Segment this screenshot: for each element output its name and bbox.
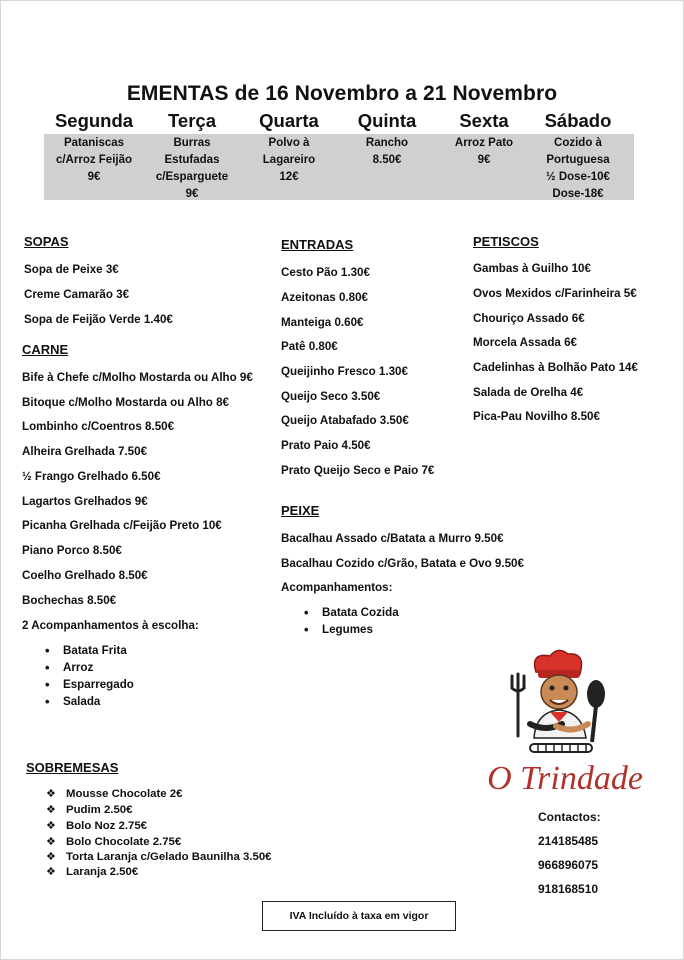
menu-title: EMENTAS de 16 Novembro a 21 Novembro	[126, 82, 558, 105]
entradas-title: ENTRADAS	[281, 237, 354, 252]
entradas-item: Prato Paio 4.50€	[281, 439, 371, 452]
petiscos-item: Salada de Orelha 4€	[473, 386, 584, 399]
petiscos-item: Chouriço Assado 6€	[473, 312, 585, 325]
entradas-item: Cesto Pão 1.30€	[281, 266, 370, 279]
sobremesas-title: SOBREMESAS	[26, 760, 119, 775]
petiscos-item: Pica-Pau Novilho 8.50€	[473, 410, 600, 423]
carne-item: Bitoque c/Molho Mostarda ou Alho 8€	[22, 396, 229, 409]
entradas-item: Manteiga 0.60€	[281, 316, 364, 329]
sobremesas-item-label: Bolo Noz 2.75€	[66, 820, 148, 832]
day-thursday: Quinta	[357, 110, 417, 131]
carne-sides-label: 2 Acompanhamentos à escolha:	[22, 619, 199, 632]
carne-side-item: • Esparregado	[63, 678, 134, 691]
sobremesas-item	[46, 851, 272, 863]
sobremesas-item-label: Laranja 2.50€	[66, 866, 139, 878]
petiscos-item: Ovos Mexidos c/Farinheira 5€	[473, 287, 637, 300]
contacts-title: Contactos:	[538, 810, 601, 824]
diamond-bullet-icon: ❖	[46, 851, 56, 863]
carne-item: Piano Porco 8.50€	[22, 544, 122, 557]
sobremesas-item	[46, 788, 183, 800]
carne-item: Bochechas 8.50€	[22, 594, 117, 607]
day-saturday: Sábado	[544, 110, 612, 131]
sopas-item: Sopa de Peixe 3€	[24, 263, 119, 276]
petiscos-title: PETISCOS	[473, 234, 539, 249]
carne-item: Alheira Grelhada 7.50€	[22, 445, 148, 458]
day-tuesday: Terça	[168, 110, 216, 131]
contact-phone: 966896075	[538, 858, 599, 872]
diamond-bullet-icon: ❖	[46, 820, 56, 832]
sobremesas-item-label: Bolo Chocolate 2.75€	[66, 836, 182, 848]
carne-title: CARNE	[22, 342, 69, 357]
diamond-bullet-icon: ❖	[46, 866, 56, 878]
day-friday: Sexta	[459, 110, 509, 131]
carne-side-item: • Arroz	[63, 661, 93, 674]
entradas-item: Prato Queijo Seco e Paio 7€	[281, 464, 435, 477]
petiscos-item: Cadelinhas à Bolhão Pato 14€	[473, 361, 638, 374]
sopas-item: Sopa de Feijão Verde 1.40€	[24, 313, 173, 326]
peixe-item: Bacalhau Assado c/Batata a Murro 9.50€	[281, 532, 504, 545]
sobremesas-item-label: Mousse Chocolate 2€	[66, 788, 183, 800]
dish-thursday: Rancho 8.50€	[365, 137, 409, 166]
day-monday: Segunda	[54, 110, 134, 131]
carne-item: Lombinho c/Coentros 8.50€	[22, 420, 175, 433]
sobremesas-item-label: Torta Laranja c/Gelado Baunilha 3.50€	[66, 851, 272, 863]
sobremesas-item	[46, 804, 133, 816]
peixe-side-item: • Legumes	[322, 623, 373, 636]
sopas-title: SOPAS	[24, 234, 69, 249]
chef-mascot-icon	[500, 646, 612, 758]
peixe-item: Bacalhau Cozido c/Grão, Batata e Ovo 9.50€	[281, 557, 524, 570]
entradas-item: Patê 0.80€	[281, 340, 338, 353]
peixe-sides-label: Acompanhamentos:	[281, 581, 393, 594]
carne-item: Lagartos Grelhados 9€	[22, 495, 148, 508]
dish-wednesday: Polvo à Lagareiro 12€	[262, 137, 316, 183]
diamond-bullet-icon: ❖	[46, 836, 56, 848]
vat-note: IVA Incluído à taxa em vigor	[262, 901, 456, 931]
dish-monday: Pataniscas c/Arroz Feijão 9€	[55, 137, 133, 183]
sobremesas-item	[46, 866, 139, 878]
carne-item: Bife à Chefe c/Molho Mostarda ou Alho 9€	[22, 371, 253, 384]
peixe-title: PEIXE	[281, 503, 320, 518]
dish-saturday: Cozido à Portuguesa ½ Dose-10€ Dose-18€	[546, 137, 610, 200]
sopas-item: Creme Camarão 3€	[24, 288, 130, 301]
dish-friday: Arroz Pato 9€	[454, 137, 514, 166]
dish-tuesday: Burras Estufadas c/Esparguete 9€	[155, 137, 229, 200]
sobremesas-item	[46, 836, 182, 848]
entradas-item: Queijinho Fresco 1.30€	[281, 365, 408, 378]
petiscos-item: Gambas à Guilho 10€	[473, 262, 591, 275]
entradas-item: Azeitonas 0.80€	[281, 291, 368, 304]
carne-side-item: • Salada	[63, 695, 100, 708]
carne-item: Picanha Grelhada c/Feijão Preto 10€	[22, 519, 222, 532]
entradas-item: Queijo Atabafado 3.50€	[281, 414, 409, 427]
contact-phone: 214185485	[538, 834, 599, 848]
peixe-side-item: • Batata Cozida	[322, 606, 399, 619]
weekday-header	[44, 110, 634, 132]
restaurant-logo-text: O Trindade	[487, 760, 643, 797]
entradas-item: Queijo Seco 3.50€	[281, 390, 381, 403]
day-wednesday: Quarta	[259, 110, 319, 131]
diamond-bullet-icon: ❖	[46, 788, 56, 800]
sobremesas-item-label: Pudim 2.50€	[66, 804, 133, 816]
diamond-bullet-icon: ❖	[46, 804, 56, 816]
sobremesas-item	[46, 820, 148, 832]
carne-item: Coelho Grelhado 8.50€	[22, 569, 148, 582]
carne-side-item: • Batata Frita	[63, 644, 127, 657]
carne-item: ½ Frango Grelhado 6.50€	[22, 470, 161, 483]
petiscos-item: Morcela Assada 6€	[473, 336, 577, 349]
contact-phone: 918168510	[538, 882, 599, 896]
